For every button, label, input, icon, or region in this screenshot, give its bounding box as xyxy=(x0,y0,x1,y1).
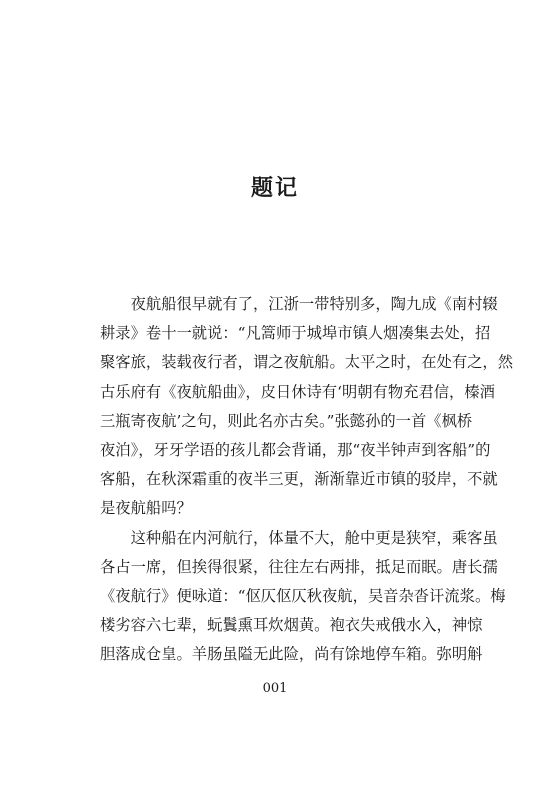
chapter-title: 题记 xyxy=(250,175,299,201)
text-line: 古乐府有《夜航船曲》，皮日休诗有‘明朝有物充君信，榛酒 xyxy=(100,382,495,401)
text-line: 《夜航行》便咏道：“伛仄伛仄秋夜航，吴音杂沓讦流浆。梅 xyxy=(100,586,506,605)
text-line: 聚客旅，装载夜行者，谓之夜航船。太平之时，在处有之，然 xyxy=(100,353,514,372)
text-line: 胆落成仓皇。羊肠虽隘无此险，尚有馀地停车箱。弥明斛 xyxy=(100,645,483,664)
body-text xyxy=(100,290,514,669)
text-line: 夜航船很早就有了，江浙一带特别多，陶九成《南村辍 xyxy=(100,295,498,313)
text-line: 楼劣容六七辈，蚖鬒熏耳炊烟黄。袍衣失戒俄水入，神惊 xyxy=(100,616,483,635)
text-line: 客船，在秋深霜重的夜半三更，渐渐靠近市镇的驳岸，不就 xyxy=(100,470,498,489)
text-line: 夜泊》，牙牙学语的孩儿都会背诵，那“夜半钟声到客船”的 xyxy=(100,440,491,459)
text-line: 三瓶寄夜航’之句，则此名亦古矣。”张懿孙的一首《枫桥 xyxy=(100,411,473,430)
text-line: 耕录》卷十一就说：“凡篙师于城埠市镇人烟凑集去处，招 xyxy=(100,324,491,343)
text-line: 各占一席，但挨得很紧，往往左右两排，抵足而眠。唐长孺 xyxy=(100,557,498,576)
text-line: 这种船在内河航行，体量不大，舱中更是狭窄，乘客虽 xyxy=(100,528,498,547)
text-line: 是夜航船吗？ xyxy=(100,499,192,518)
page-number: 001 xyxy=(262,681,288,696)
